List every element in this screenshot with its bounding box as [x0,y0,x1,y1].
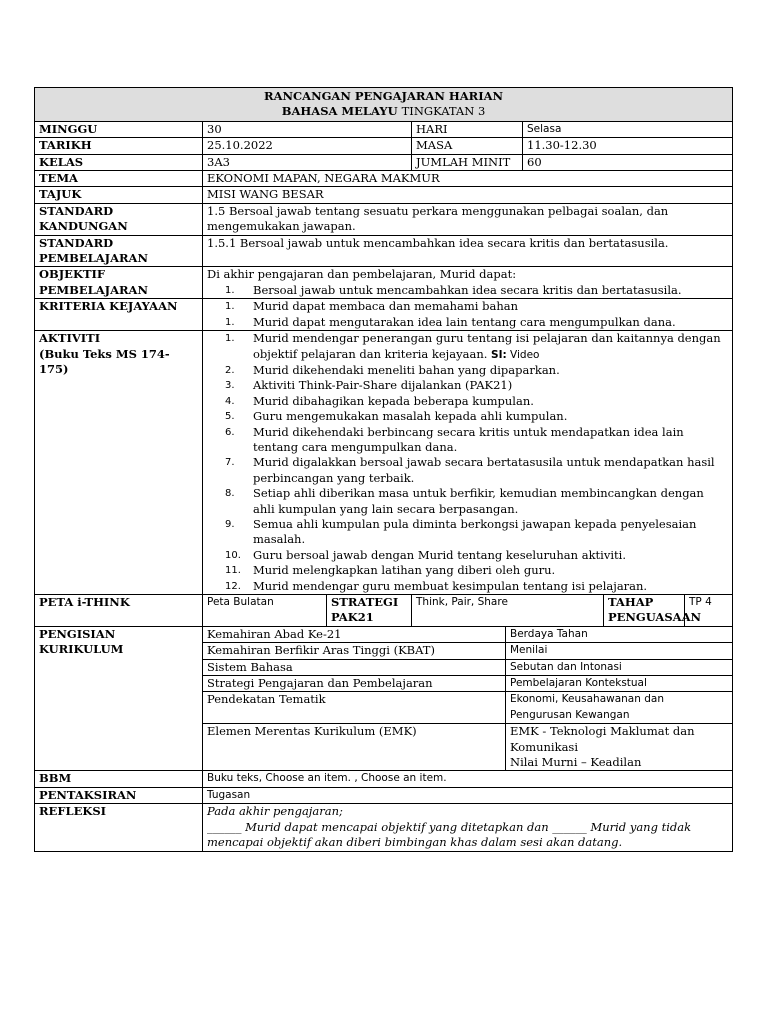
kelas-value: 3A3 [203,154,412,170]
kurikulum-value: Sebutan dan Intonasi [506,659,733,675]
aktiviti-list [207,331,728,594]
kriteria-list [207,299,728,330]
strategi-pak21-value: Think, Pair, Share [412,595,604,627]
standard-pembelajaran-label: STANDARD PEMBELAJARAN [35,235,203,267]
pentaksiran-value: Tugasan [203,787,733,803]
list-item: 7. Murid digalakkan bersoal jawab secara bertatasusila untuk mendapatkan hasil perbincangan yang terbaik. [225,455,715,485]
si-value: Video [506,348,540,361]
standard-pembelajaran-row [35,235,733,267]
objektif-label: OBJEKTIF PEMBELAJARAN [35,267,203,299]
tarikh-label: TARIKH [35,138,203,154]
masa-value: 11.30-12.30 [523,138,733,154]
list-item: 1. Bersoal jawab untuk mencambahkan idea secara kritis dan bertatasusila. [225,282,682,297]
tema-value: EKONOMI MAPAN, NEGARA MAKMUR [203,171,733,187]
kurikulum-key: Sistem Bahasa [203,659,506,675]
aktiviti-sublabel: (Buku Teks MS 174-175) [39,346,170,376]
hari-label: HARI [412,121,523,137]
standard-kandungan-value: 1.5 Bersoal jawab tentang sesuatu perkara menggunakan pelbagai soalan, dan mengemukakan jawapan. [203,203,733,235]
objektif-intro: Di akhir pengajaran dan pembelajaran, Murid dapat: [207,267,517,282]
tajuk-value: MISI WANG BESAR [203,187,733,203]
kelas-label: KELAS [35,154,203,170]
header-row [35,88,733,122]
tema-label: TEMA [35,171,203,187]
kurikulum-key: Elemen Merentas Kurikulum (EMK) [203,724,506,771]
kriteria-row [35,299,733,331]
peta-ithink-label: PETA i-THINK [35,595,203,627]
kurikulum-row [35,626,733,642]
tarikh-value: 25.10.2022 [203,138,412,154]
pengisian-kurikulum-label: PENGISIAN KURIKULUM [35,626,203,771]
standard-kandungan-row [35,203,733,235]
list-item: 10. Guru bersoal jawab dengan Murid tentang keseluruhan aktiviti. [225,547,626,562]
si-label: SI: [491,348,507,361]
minggu-value: 30 [203,121,412,137]
aktiviti-value [203,331,733,595]
hari-value: Selasa [523,121,733,137]
document-header [35,88,733,122]
list-item: 5. Guru mengemukakan masalah kepada ahli kumpulan. [225,409,568,424]
kurikulum-key: Pendekatan Tematik [203,692,506,724]
standard-kandungan-label: STANDARD KANDUNGAN [35,203,203,235]
kriteria-label: KRITERIA KEJAYAAN [35,299,203,331]
objektif-value [203,267,733,299]
kurikulum-value: Pembelajaran Kontekstual [506,676,733,692]
jumlah-minit-value: 60 [523,154,733,170]
refleksi-label: REFLEKSI [35,804,203,851]
list-item: 8. Setiap ahli diberikan masa untuk berfikir, kemudian membincangkan dengan ahli kumpulan yang lain secara berpasangan. [225,486,704,516]
standard-pembelajaran-value: 1.5.1 Bersoal jawab untuk mencambahkan idea secara kritis dan bertatasusila. [203,235,733,267]
document-title: RANCANGAN PENGAJARAN HARIAN [264,89,504,103]
peta-ithink-value: Peta Bulatan [203,595,327,627]
lesson-plan-document [34,87,732,852]
kriteria-value [203,299,733,331]
peta-row [35,595,733,627]
bbm-row [35,771,733,787]
tajuk-label: TAJUK [35,187,203,203]
list-item: 4. Murid dibahagikan kepada beberapa kumpulan. [225,393,534,408]
refleksi-row [35,804,733,851]
bbm-value[interactable]: Buku teks, Choose an item. , Choose an item. [203,771,733,787]
refleksi-value: Pada akhir pengajaran; ______ Murid dapat mencapai objektif yang ditetapkan dan ______ Murid yang tidak mencapai objektif akan diberi bimbingan khas dalam sesi akan datang. [203,804,733,851]
subject-title: BAHASA MELAYU [281,104,398,119]
lesson-plan-table [34,87,733,852]
minggu-label: MINGGU [35,121,203,137]
list-item: 3. Aktiviti Think-Pair-Share dijalankan (PAK21) [225,378,513,393]
level-title: TINGKATAN 3 [401,104,486,119]
kelas-row [35,154,733,170]
bbm-label: BBM [35,771,203,787]
kurikulum-key: Kemahiran Berfikir Aras Tinggi (KBAT) [203,643,506,659]
kurikulum-value: Ekonomi, Keusahawanan dan Pengurusan Kewangan [506,692,733,724]
aktiviti-label: AKTIVITI (Buku Teks MS 174-175) [35,331,203,595]
kurikulum-key: Kemahiran Abad Ke-21 [203,626,506,642]
list-item: 11. Murid melengkapkan latihan yang diberi oleh guru. [225,563,556,578]
list-item: 1. Murid dapat mengutarakan idea lain tentang cara mengumpulkan dana. [225,314,676,329]
jumlah-minit-label: JUMLAH MINIT [412,154,523,170]
kurikulum-value: Menilai [506,643,733,659]
objektif-row [35,267,733,299]
list-item: 2. Murid dikehendaki meneliti bahan yang dipaparkan. [225,362,560,377]
strategi-pak21-label: STRATEGI PAK21 [327,595,412,627]
pentaksiran-row [35,787,733,803]
tahap-penguasaan-value: TP 4 [685,595,733,627]
kurikulum-key: Strategi Pengajaran dan Pembelajaran [203,676,506,692]
list-item: 1. Murid mendengar penerangan guru tentang isi pelajaran dan kaitannya dengan objektif pelajaran dan kriteria kejayaan. SI: Video [225,331,721,361]
objektif-list [207,283,728,298]
kurikulum-value [506,724,733,771]
tema-row [35,171,733,187]
list-item: 1. Murid dapat membaca dan memahami bahan [225,299,519,314]
aktiviti-row [35,331,733,595]
emk-line: EMK - Teknologi Maklumat dan Komunikasi [510,724,695,754]
list-item: 12. Murid mendengar guru membuat kesimpulan tentang isi pelajaran. [225,578,648,593]
tahap-penguasaan-label: TAHAP PENGUASAAN [604,595,685,627]
list-item: 9. Semua ahli kumpulan pula diminta berkongsi jawapan kepada penyelesaian masalah. [225,516,697,547]
tarikh-row [35,138,733,154]
minggu-row [35,121,733,137]
nilai-murni-line: Nilai Murni – Keadilan [510,755,642,770]
tajuk-row [35,187,733,203]
masa-label: MASA [412,138,523,154]
pentaksiran-label: PENTAKSIRAN [35,787,203,803]
kurikulum-value: Berdaya Tahan [506,626,733,642]
list-item: 6. Murid dikehendaki berbincang secara kritis untuk mendapatkan idea lain tentang cara mengumpulkan dana. [225,424,684,454]
